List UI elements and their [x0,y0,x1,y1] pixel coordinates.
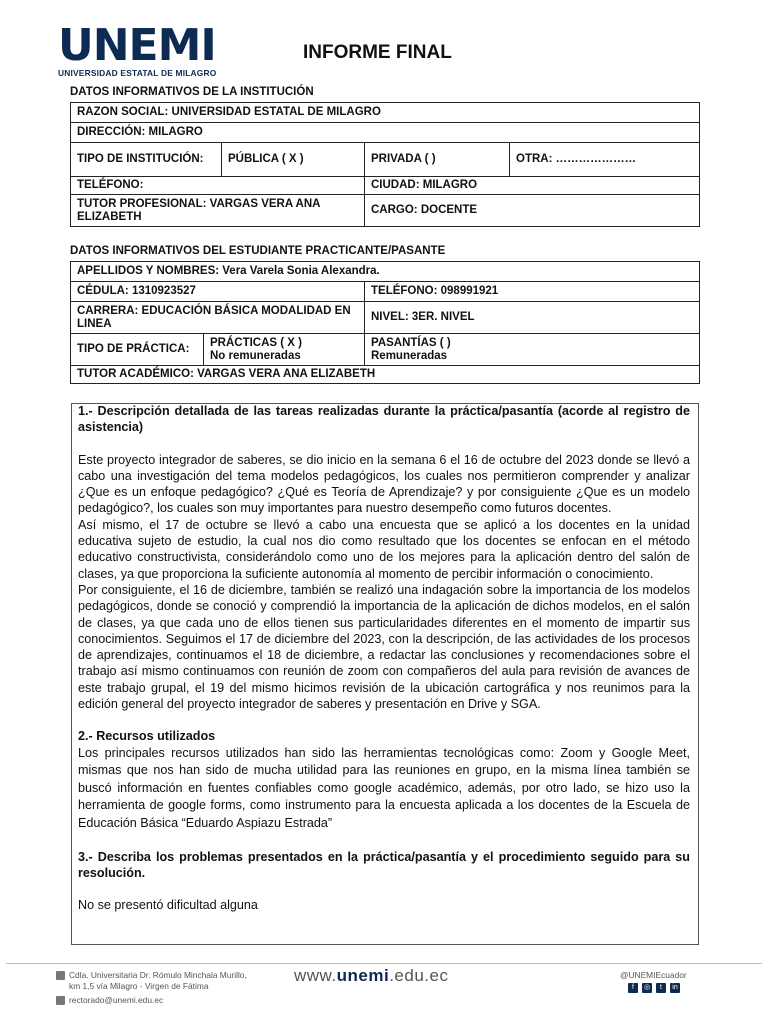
practicas-option: PRÁCTICAS ( X ) [210,336,302,349]
student-table [70,261,700,384]
footer-email[interactable]: rectorado@unemi.edu.ec [69,995,164,1005]
section-1-title: 1.- Descripción detallada de las tareas realizadas durante la práctica/pasantía (acorde al registro de asistencia) [78,404,690,435]
publica-cell: PÚBLICA ( X ) [222,143,365,177]
social-handle: @UNEMIEcuador [620,970,687,980]
url-prefix: www. [294,966,337,985]
tipo-institucion-label: TIPO DE INSTITUCIÓN: [71,143,222,177]
linkedin-icon[interactable]: in [670,983,680,993]
tutor-academico-cell: TUTOR ACADÉMICO: VARGAS VERA ANA ELIZABETH [71,366,700,384]
footer-address-1: Cdla. Universitaria Dr. Rómulo Minchala Murillo, [69,970,247,980]
practicas-sub: No remuneradas [210,349,301,362]
facebook-icon[interactable]: f [628,983,638,993]
ciudad-cell: CIUDAD: MILAGRO [365,177,700,195]
section-3-title: 3.- Describa los problemas presentados en la práctica/pasantía y el procedimiento seguido para su resolución. [78,849,690,880]
section-2-paragraph-1: Los principales recursos utilizados han sido las herramientas tecnológicas como: Zoom y Google Meet, mismas que nos han sido de mucha utilidad para las reuniones en grupo, en la misma línea también se buscó información en fuentes confiables como google académico, además, por otro lado, se hizo uso la herramienta de google forms, como instrumento para la encuesta aplicada a los docentes de la Escuela de Educación Básica “Eduardo Aspiazu Estrada” [78,745,690,831]
url-suffix: .edu.ec [389,966,449,985]
twitter-icon[interactable]: t [656,983,666,993]
nivel-cell: NIVEL: 3ER. NIVEL [365,302,700,334]
footer-divider [6,963,762,964]
url-brand: unemi [336,966,390,985]
cedula-cell: CÉDULA: 1310923527 [71,282,365,302]
social-icons [628,983,680,993]
footer-address-2: km 1,5 vía Milagro - Virgen de Fátima [69,981,209,991]
carrera-cell: CARRERA: EDUCACIÓN BÁSICA MODALIDAD EN LINEA [71,302,365,334]
tipo-practica-label: TIPO DE PRÁCTICA: [71,334,204,366]
document-title: INFORME FINAL [303,42,452,63]
direccion-cell: DIRECCIÓN: MILAGRO [71,123,700,143]
building-icon [56,971,65,980]
report-body [78,403,690,914]
institution-table [70,102,700,227]
telefono-estudiante-cell: TELÉFONO: 098991921 [365,282,700,302]
pasantias-cell [365,334,700,366]
pasantias-sub: Remuneradas [371,349,448,362]
instagram-icon[interactable]: ◎ [643,984,651,991]
section-3-paragraph-1: No se presentó dificultad alguna [78,898,258,913]
razon-social-cell: RAZON SOCIAL: UNIVERSIDAD ESTATAL DE MILAGRO [71,103,700,123]
logo-subtitle: UNIVERSIDAD ESTATAL DE MILAGRO [58,68,217,78]
section-2-title: 2.- Recursos utilizados [78,729,216,744]
nombres-cell: APELLIDOS Y NOMBRES: Vera Varela Sonia Alexandra. [71,262,700,282]
unemi-logo [58,20,218,78]
telefono-institucion-cell: TELÉFONO: [71,177,365,195]
email-icon [56,996,65,1005]
section-1-paragraph-2: Así mismo, el 17 de octubre se llevó a cabo una encuesta que se aplicó a los docentes en la unidad educativa sujeto de estudio, la cual nos dio como resultado que los docentes se enfocan en el método educativo constructivista, considerándolo como uno de los mejores para la aplicación dentro del salón de clases, ya que proporciona la suficiente autonomía al momento de percibir información o conocimiento. [78,517,690,581]
footer-contact [56,970,247,1006]
practicas-cell [204,334,365,366]
cargo-cell: CARGO: DOCENTE [365,195,700,227]
pasantias-option: PASANTÍAS ( ) [371,336,451,349]
institution-heading: DATOS INFORMATIVOS DE LA INSTITUCIÓN [70,86,314,98]
tutor-profesional-cell: TUTOR PROFESIONAL: VARGAS VERA ANA ELIZABETH [71,195,365,227]
section-1-paragraph-3: Por consiguiente, el 16 de diciembre, también se realizó una indagación sobre la importancia de los modelos pedagógicos, donde se conoció y comprendió la importancia de la aplicación de dichos modelos, en el salón de clases, ya que cada uno de ellos tienen sus particularidades diferentes en el momento de impartir sus conocimientos. Seguimos el 17 de diciembre del 2023, con la descripción, de las actividades de los procesos de aprendizajes, continuamos el 18 de diciembre, a redactar las conclusiones y recomendaciones sobre el trabajo así mismo continuamos con reunión de zoom con compañeros del aula para revisión de avances de este trabajo grupal, el 19 del mismo hicimos revisión de la ubicación cartográfica y nos reunimos para la edición general del proyecto integrador de saberes y presentación en Drive y SGA. [78,582,690,712]
student-heading: DATOS INFORMATIVOS DEL ESTUDIANTE PRACTICANTE/PASANTE [70,245,446,257]
section-1-paragraph-1: Este proyecto integrador de saberes, se dio inicio en la semana 6 el 16 de octubre del 2023 donde se llevó a cabo una investigación del tema modelos pedagógicos, los cuales nos permitieron comprender y analizar ¿Que es un enfoque pedagógico? ¿Qué es Teoría de Aprendizaje? y por consiguiente ¿Que es un modelo pedagógico?, los cuales son muy importantes para nuestro desempeño como futuros docentes. [78,452,690,516]
privada-cell: PRIVADA ( ) [365,143,510,177]
otra-cell: OTRA: ………………… [510,143,700,177]
logo-word: UNEMI [58,20,216,71]
footer-website[interactable] [294,966,448,986]
